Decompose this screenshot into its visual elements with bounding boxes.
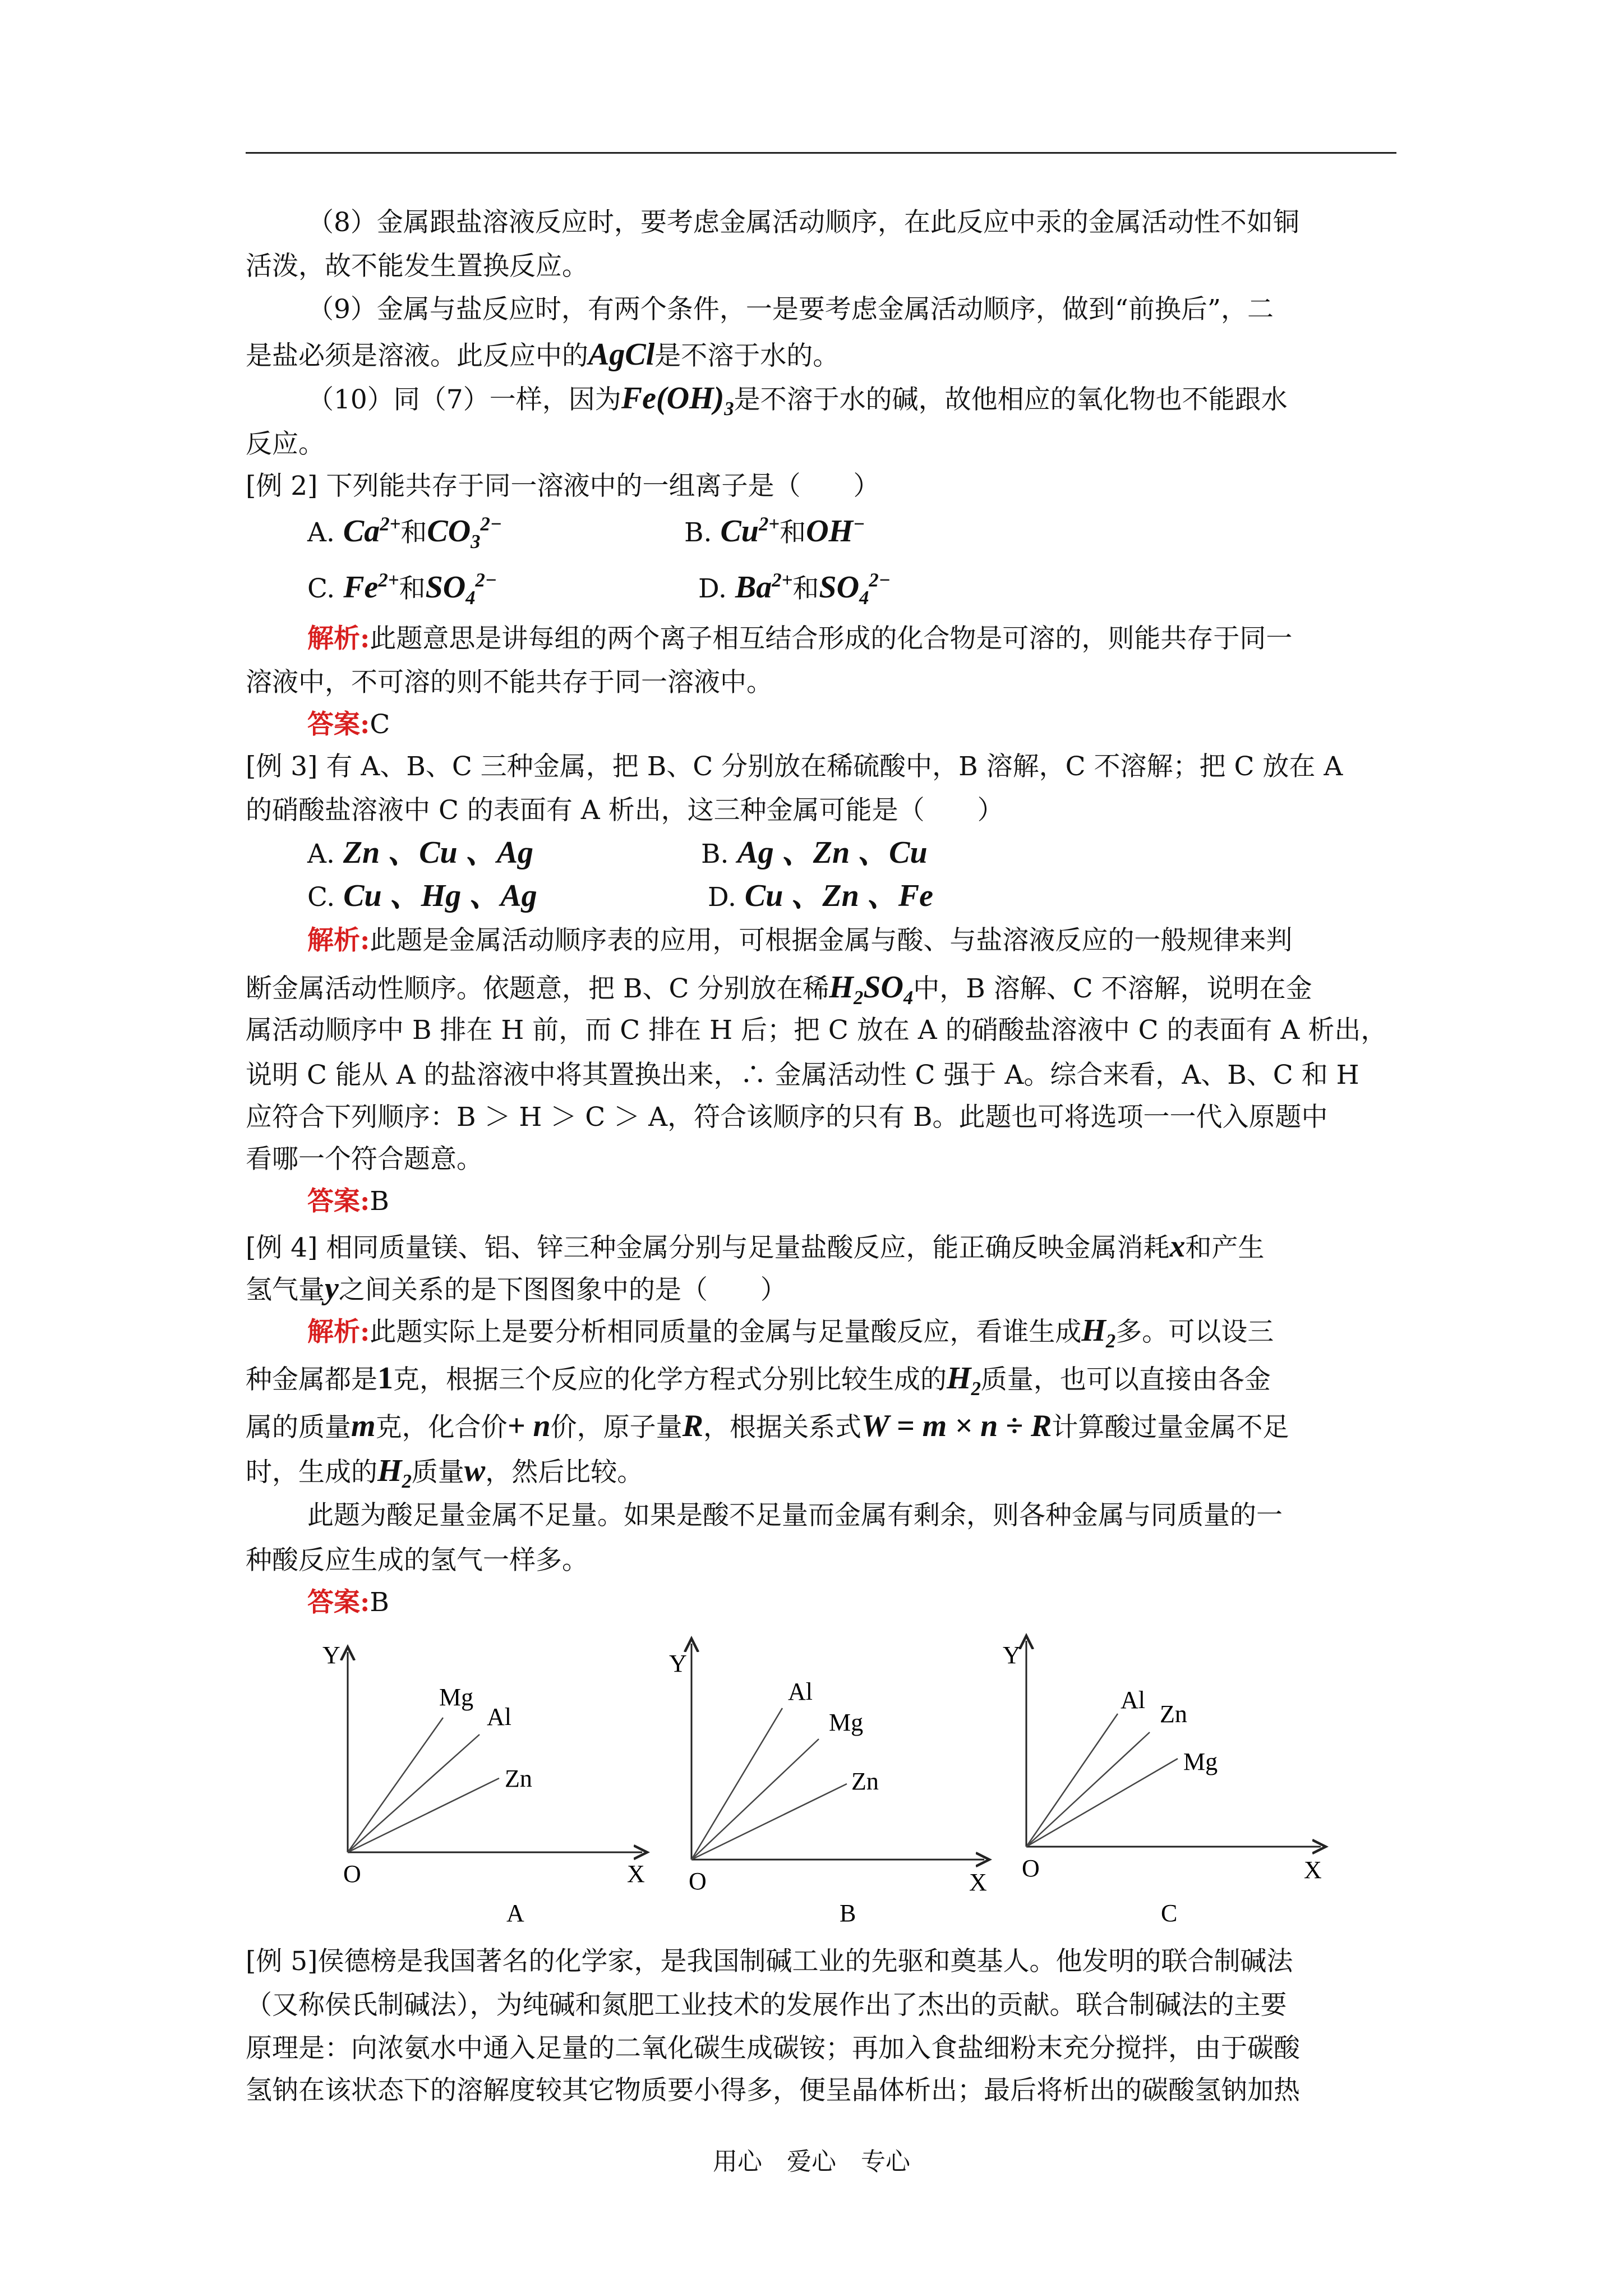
ex4-note-line2: 种酸反应生成的氢气一样多。 [246, 1545, 588, 1576]
ex3-option-a: A. Zn 、Cu 、Ag [307, 835, 534, 870]
ex4-note-line1: 此题为酸足量金属不足量。如果是酸不足量而金属有剩余，则各种金属与同质量的一 [307, 1500, 1283, 1531]
para-10-line1: （10）同（7）一样，因为$Fe(OH)_3$是不溶于水的碱，故他相应的氧化物也不能跟水 [307, 381, 1288, 420]
ex3-analysis-line1: 解析:此题是金属活动顺序表的应用，可根据金属与酸、与盐溶液反应的一般规律来判 [307, 925, 1293, 956]
page-footer: 用心 爱心 专心 [713, 2147, 910, 2176]
ex2-question: [例 2] 下列能共存于同一溶液中的一组离子是（ ） [246, 471, 880, 501]
ex5-line2: （又称侯氏制碱法），为纯碱和氮肥工业技术的发展作出了杰出的贡献。联合制碱法的主要 [246, 1990, 1287, 2021]
graph-a-x-label: X [627, 1860, 645, 1888]
graph-c-label-zn: Zn [1160, 1700, 1187, 1728]
graph-a-y-label: Y [322, 1641, 340, 1669]
ex4-analysis-line2: 种金属都是1克，根据三个反应的化学方程式分别比较生成的$H_2$质量，也可以直接由各金 [246, 1361, 1271, 1400]
ex4-analysis-line1: 解析:此题实际上是要分析相同质量的金属与足量酸反应，看谁生成$H_2$多。可以设三 [307, 1313, 1274, 1352]
para-10-line2: 反应。 [246, 429, 325, 459]
graph-c-x-label: X [1304, 1856, 1322, 1884]
ex2-answer: 答案:C [307, 709, 390, 740]
graph-b-label-mg: Mg [829, 1709, 864, 1736]
ex3-question-line2: 的硝酸盐溶液中 C 的表面有 A 析出，这三种金属可能是（ ） [246, 795, 1004, 826]
graph-a-label-zn: Zn [505, 1765, 532, 1792]
para-9-line2: 是盐必须是溶液。此反应中的AgCl是不溶于水的。 [246, 337, 840, 372]
ex3-option-b: B. Ag 、Zn 、Cu [701, 835, 928, 870]
graph-c-y-label: Y [1003, 1641, 1021, 1669]
ex3-analysis-line5: 应符合下列顺序：B ＞ H ＞ C ＞ A，符合该顺序的只有 B。此题也可将选项一一代入原题中 [246, 1102, 1328, 1133]
ex4-analysis-line4: 时，生成的$H_2$质量w，然后比较。 [246, 1453, 644, 1493]
graph-a-line-zn [348, 1778, 499, 1852]
graph-b-y-label: Y [669, 1650, 687, 1677]
graph-c-line-mg [1026, 1759, 1178, 1847]
graph-b-label-al: Al [788, 1678, 813, 1705]
graph-b-x-label: X [969, 1869, 987, 1896]
graph-c-label-mg: Mg [1183, 1748, 1218, 1775]
graph-b-origin: O [689, 1867, 707, 1895]
graph-b [669, 1644, 987, 1927]
graph-a-label-al: Al [487, 1703, 511, 1731]
ex4-answer: 答案:B [307, 1587, 389, 1618]
graph-a-caption: A [506, 1899, 524, 1927]
formula-feoh3: $Fe(OH)_3$ [621, 381, 734, 420]
ex3-answer: 答案:B [307, 1186, 389, 1217]
ex3-analysis-line2: 断金属活动性顺序。依题意，把 B、C 分别放在稀$H_2SO_4$中，B 溶解、C 不溶解，说明在金 [246, 970, 1312, 1009]
ex3-question-line1: [例 3] 有 A、B、C 三种金属，把 B、C 分别放在稀硫酸中，B 溶解，C 不溶解；把 C 放在 A [246, 751, 1343, 782]
graph-a [322, 1641, 645, 1927]
graph-b-line-mg [691, 1739, 819, 1860]
ex3-option-d: D. Cu 、Zn 、Fe [708, 878, 933, 913]
graph-b-caption: B [840, 1899, 856, 1927]
ex4-question-line1: [例 4] 相同质量镁、铝、锌三种金属分别与足量盐酸反应，能正确反映金属消耗x和产生 [246, 1229, 1265, 1264]
ex2-analysis-line2: 溶液中，不可溶的则不能共存于同一溶液中。 [246, 667, 773, 698]
ex3-analysis-line3: 属活动顺序中 B 排在 H 前，而 C 排在 H 后；把 C 放在 A 的硝酸盐溶液中 C 的表面有 A 析出， [246, 1015, 1387, 1046]
graph-a-origin: O [343, 1860, 361, 1888]
graph-a-label-mg: Mg [439, 1683, 474, 1711]
ex5-line1: [例 5]侯德榜是我国著名的化学家，是我国制碱工业的先驱和奠基人。他发明的联合制碱法 [246, 1946, 1293, 1977]
ex2-option-d: D. $Ba^{2+}$和$SO_4^{2-}$ [698, 569, 891, 609]
ex5-line4: 氢钠在该状态下的溶解度较其它物质要小得多，便呈晶体析出；最后将析出的碳酸氢钠加热 [246, 2075, 1300, 2106]
graph-c-caption: C [1161, 1899, 1178, 1927]
graph-c-origin: O [1022, 1855, 1040, 1882]
ex3-analysis-line4: 说明 C 能从 A 的盐溶液中将其置换出来，∴ 金属活动性 C 强于 A。综合来看，A、B、C 和 H [246, 1060, 1359, 1091]
graph-c [1003, 1641, 1322, 1927]
ex2-option-b: B. $Cu^{2+}$和OH− [684, 513, 865, 549]
graph-c-line-zn [1026, 1732, 1150, 1847]
ex2-option-c: C. $Fe^{2+}$和$SO_4^{2-}$ [307, 569, 497, 609]
graph-a-line-mg [348, 1718, 443, 1852]
ex3-analysis-line6: 看哪一个符合题意。 [246, 1144, 483, 1175]
ex2-analysis-line1: 解析:此题意思是讲每组的两个离子相互结合形成的化合物是可溶的，则能共存于同一 [307, 623, 1293, 654]
graph-a-line-al [348, 1734, 479, 1852]
para-8-line1: （8）金属跟盐溶液反应时，要考虑金属活动顺序，在此反应中汞的金属活动性不如铜 [307, 207, 1299, 238]
ex4-question-line2: 氢气量y之间关系的是下图图象中的是（ ） [246, 1271, 787, 1306]
graph-c-label-al: Al [1121, 1686, 1145, 1714]
graph-b-label-zn: Zn [851, 1768, 879, 1795]
para-9-line1: （9）金属与盐反应时，有两个条件，一是要考虑金属活动顺序，做到“前换后”，二 [307, 294, 1274, 325]
formula-agcl: AgCl [588, 337, 655, 372]
ex3-option-c: C. Cu 、Hg 、Ag [307, 878, 537, 913]
ex5-line3: 原理是：向浓氨水中通入足量的二氧化碳生成碳铵；再加入食盐细粉末充分搅拌，由于碳酸 [246, 2033, 1300, 2064]
para-8-line2: 活泼，故不能发生置换反应。 [246, 251, 588, 282]
ex2-option-a: A. $Ca^{2+}$和$CO_3^{2-}$ [307, 513, 502, 553]
ex4-analysis-line3: 属的质量m克，化合价+ n价，原子量R，根据关系式W = m × n ÷ R计算酸过量金属不足 [246, 1409, 1289, 1443]
graph-c-line-al [1026, 1714, 1118, 1847]
